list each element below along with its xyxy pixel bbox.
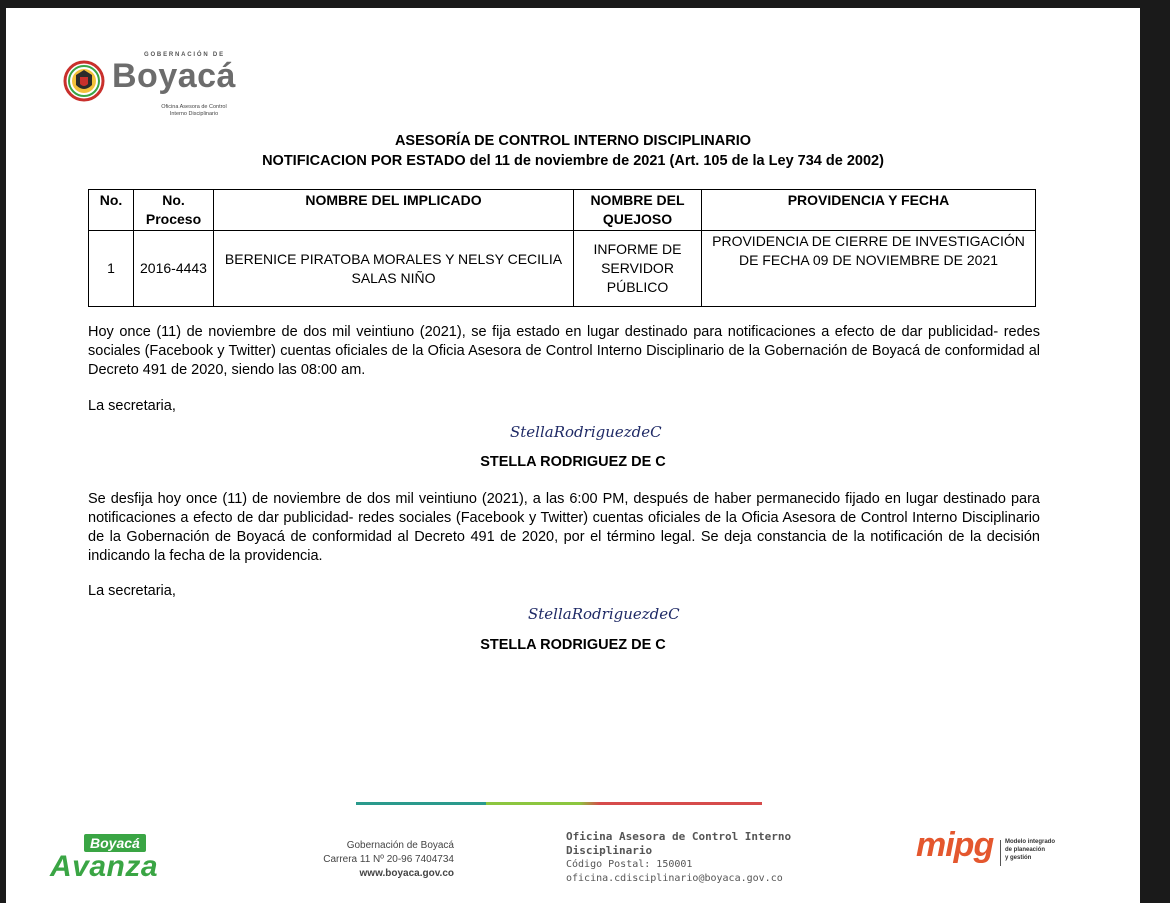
document-subtitle: NOTIFICACION POR ESTADO del 11 de noviembre de 2021 (Art. 105 de la Ley 734 de 2002) [262,153,884,169]
mipg-wordmark: mipg [916,826,994,864]
mipg-line3: y gestión [1005,855,1032,861]
desfijacion-paragraph: Se desfija hoy once (11) de noviembre de dos mil veintiuno (2021), a las 6:00 PM, después de haber permanecido fijado en lugar destinado para notificaciones a efecto de dar publicidad- redes sociales (Facebook y Twitter) cuentas oficiales de la Oficia Asesora de Control Interno Disciplinario de la Gobernación de Boyacá de conformidad al Decreto 491 de 2020, por el término legal. Se deja constancia de la notificación de la decisión indicando la fecha de la providencia. [88,491,1040,564]
cell-no: 1 [89,231,134,307]
notification-table [88,189,1036,307]
svg-text:StellaRodriguezdeC: StellaRodriguezdeC [510,423,662,441]
signer-name-1: STELLA RODRIGUEZ DE C [480,454,666,470]
table-row [89,231,1036,307]
gobernacion-logo [62,53,252,121]
coat-of-arms-icon [62,59,106,103]
logo-subtitle [146,104,242,118]
footer-office [566,830,826,886]
fijacion-paragraph: Hoy once (11) de noviembre de dos mil veintiuno (2021), se fija estado en lugar destinado para notificaciones a efecto de dar publicidad- redes sociales (Facebook y Twitter) cuentas oficiales de la Oficia Asesora de Control Interno Disciplinario de la Gobernación de Boyacá de conformidad al Decreto 491 de 2020, siendo las 08:00 am. [88,324,1040,378]
office-line3: Código Postal: 150001 [566,859,693,870]
brand-top: Boyacá [84,834,146,852]
address-line1: Gobernación de Boyacá [346,840,454,851]
logo-sub-line2: Interno Disciplinario [169,111,219,117]
header-implicado: NOMBRE DEL IMPLICADO [214,190,574,231]
office-line2: Disciplinario [566,844,653,857]
cell-implicado: BERENICE PIRATOBA MORALES Y NELSY CECILIA SALAS NIÑO [214,231,574,307]
document-title: ASESORÍA DE CONTROL INTERNO DISCIPLINARIO [394,133,752,149]
boyaca-avanza-logo [50,834,180,884]
address-line3: www.boyaca.gov.co [359,868,454,879]
header-providencia: PROVIDENCIA Y FECHA [702,190,1036,231]
secretary-label-2: La secretaria, [88,583,176,599]
address-line2: Carrera 11 Nº 20-96 7404734 [323,854,454,865]
header-quejoso: NOMBRE DEL QUEJOSO [574,190,702,231]
footer-address [276,839,454,881]
svg-text:StellaRodriguezdeC: StellaRodriguezdeC [528,605,680,623]
cell-quejoso: INFORME DE SERVIDOR PÚBLICO [574,231,702,307]
signature-2 [524,600,694,626]
office-line1: Oficina Asesora de Control Interno [566,830,792,843]
cell-providencia: PROVIDENCIA DE CIERRE DE INVESTIGACIÓN DE FECHA 09 DE NOVIEMBRE DE 2021 [702,231,1036,307]
document-page [6,8,1140,903]
logo-top-text: GOBERNACIÓN DE [144,52,225,58]
mipg-line1: Modelo integrado [1005,839,1055,845]
logo-sub-line1: Oficina Asesora de Control [161,104,227,110]
mipg-logo [916,828,1076,874]
secretary-label-1: La secretaria, [88,398,176,414]
signature-1 [506,418,676,444]
header-no: No. [89,190,134,231]
mipg-divider [1000,840,1001,866]
logo-name: Boyacá [112,57,236,95]
mipg-text [1005,838,1055,862]
footer-color-rule [356,802,762,805]
header-proceso: No. Proceso [134,190,214,231]
cell-proceso: 2016-4443 [134,231,214,307]
table-header-row [89,190,1036,231]
mipg-line2: de planeación [1005,847,1046,853]
signer-name-2: STELLA RODRIGUEZ DE C [480,637,666,653]
brand-bottom: Avanza [50,850,159,883]
office-email: oficina.cdisciplinario@boyaca.gov.co [566,873,783,884]
